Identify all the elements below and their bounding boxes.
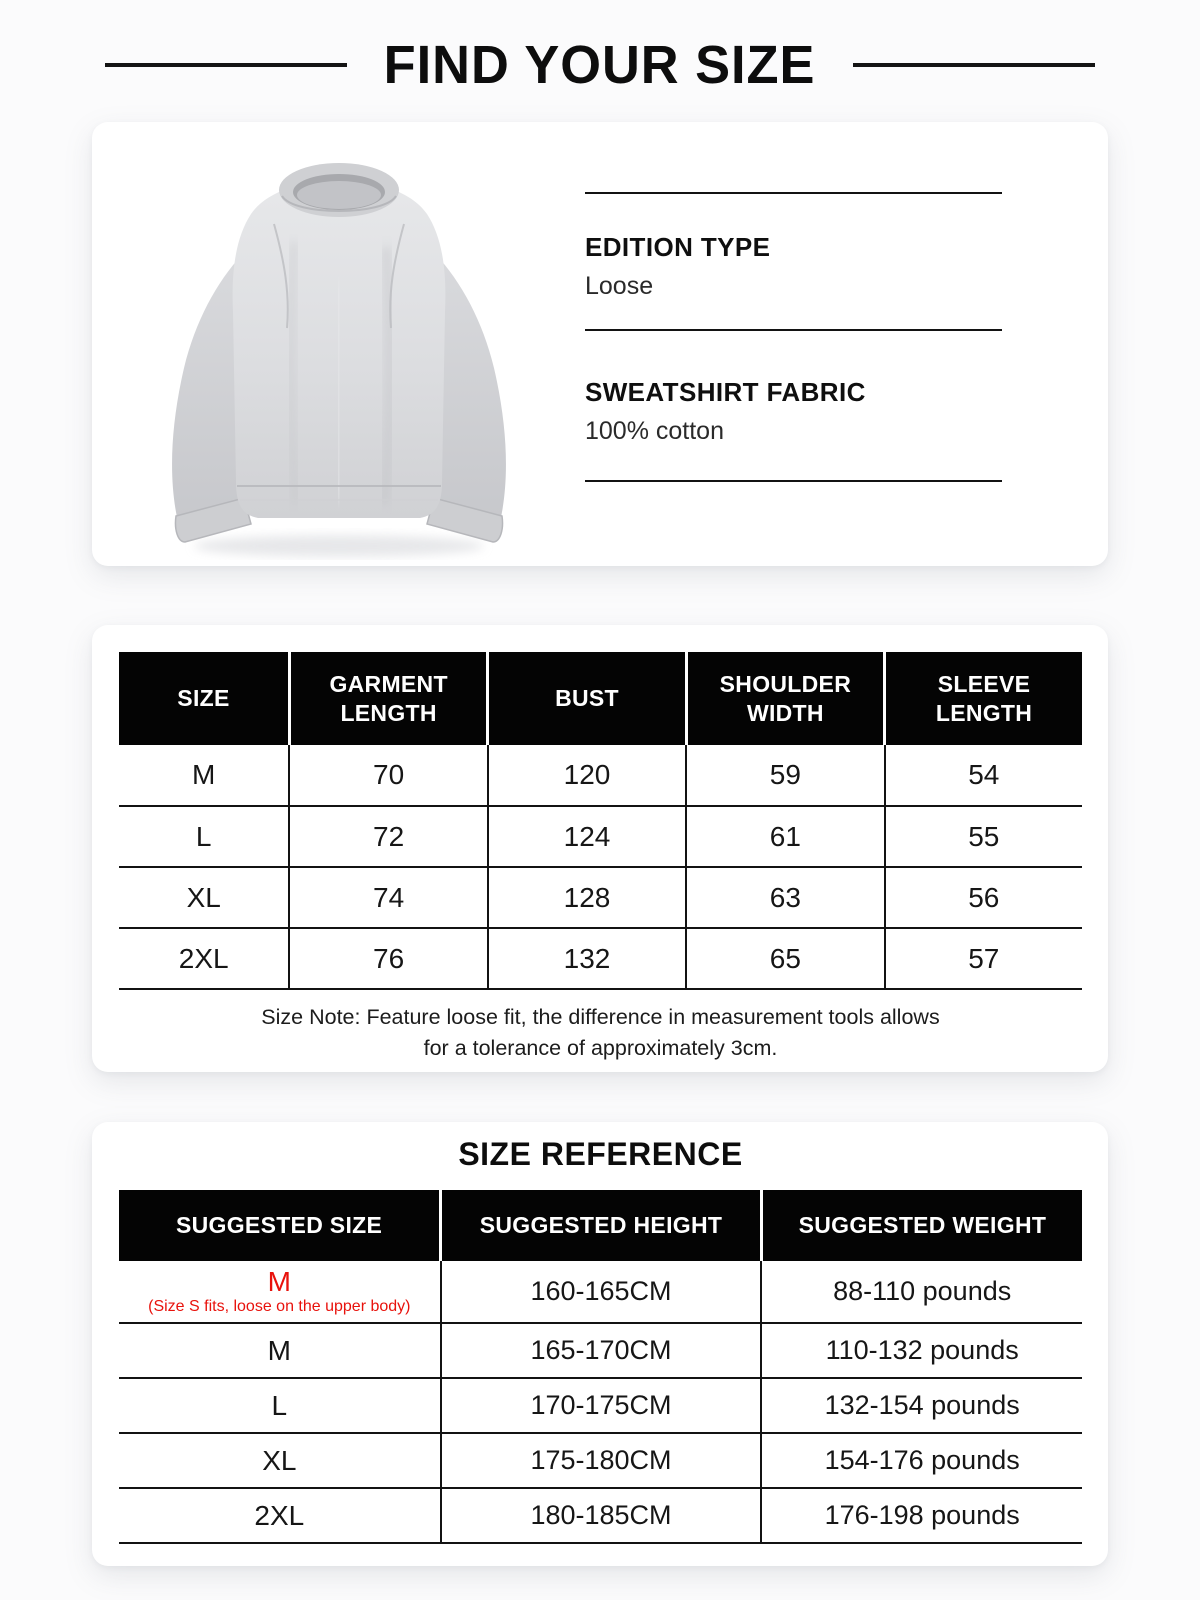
size-table-cell: 61: [686, 806, 884, 867]
suggested-size: 2XL: [254, 1499, 305, 1531]
spec-label: SWEATSHIRT FABRIC: [585, 377, 866, 407]
reference-table-cell: 165-170CM: [441, 1323, 762, 1378]
spec-value: Loose: [585, 272, 654, 300]
header-row: [119, 652, 1082, 745]
reference-table-row: [119, 1433, 1082, 1488]
size-table-cell: 120: [488, 745, 686, 806]
size-table: [119, 652, 1082, 990]
size-table-cell: M: [119, 745, 289, 806]
reference-table-cell: 180-185CM: [441, 1488, 762, 1543]
suggested-size-cell: [119, 1488, 441, 1543]
reference-table-cell: 170-175CM: [441, 1378, 762, 1433]
size-table-row: [119, 867, 1082, 928]
suggested-size: M: [267, 1334, 291, 1366]
suggested-size: XL: [262, 1444, 297, 1476]
product-specs: [585, 122, 1002, 566]
size-table-cell: 54: [885, 745, 1082, 806]
reference-table-header: [119, 1190, 1082, 1261]
size-table-cell: XL: [119, 867, 289, 928]
reference-table-cell: 88-110 pounds: [761, 1261, 1082, 1323]
col-header-suggested-weight: SUGGESTED WEIGHT: [761, 1190, 1082, 1261]
suggested-size: M: [267, 1266, 291, 1298]
size-note: [119, 1002, 1082, 1064]
size-table-cell: 76: [289, 928, 487, 989]
reference-table-row: [119, 1488, 1082, 1543]
size-note-line2: for a tolerance of approximately 3cm.: [423, 1036, 778, 1061]
col-header-garment-length: GARMENT LENGTH: [289, 652, 487, 745]
spec-group-edition-type: [585, 232, 1002, 301]
divider: [585, 480, 1002, 482]
reference-table-cell: 110-132 pounds: [761, 1323, 1082, 1378]
suggested-size-cell: [119, 1261, 441, 1323]
page-title: FIND YOUR SIZE: [384, 35, 816, 95]
size-table-cell: 74: [289, 867, 487, 928]
suggested-size-cell: [119, 1323, 441, 1378]
col-header-shoulder-width: SHOULDER WIDTH: [686, 652, 884, 745]
size-table-row: [119, 745, 1082, 806]
size-fit-note: (Size S fits, loose on the upper body): [148, 1297, 411, 1315]
size-table-cell: L: [119, 806, 289, 867]
col-header-bust: BUST: [488, 652, 686, 745]
size-table-card: [92, 625, 1108, 1072]
reference-table-row: [119, 1323, 1082, 1378]
reference-table-cell: 160-165CM: [441, 1261, 762, 1323]
size-table-cell: 72: [289, 806, 487, 867]
sweatshirt-image: [124, 132, 554, 560]
size-table-cell: 59: [686, 745, 884, 806]
size-table-cell: 65: [686, 928, 884, 989]
spec-label: EDITION TYPE: [585, 232, 771, 262]
size-table-cell: 56: [885, 867, 1082, 928]
size-table-body: [119, 745, 1082, 989]
spec-value: 100% cotton: [585, 417, 724, 445]
size-table-header: [119, 652, 1082, 745]
title-line-right: [853, 63, 1095, 67]
reference-table-cell: 132-154 pounds: [761, 1378, 1082, 1433]
size-reference-table: [119, 1190, 1082, 1544]
size-table-row: [119, 806, 1082, 867]
suggested-size-cell: [119, 1433, 441, 1488]
suggested-size-cell: [119, 1378, 441, 1433]
size-table-row: [119, 928, 1082, 989]
size-reference-title: SIZE REFERENCE: [458, 1136, 743, 1172]
size-table-cell: 132: [488, 928, 686, 989]
title-line-left: [105, 63, 347, 67]
col-header-suggested-height: SUGGESTED HEIGHT: [441, 1190, 762, 1261]
size-table-cell: 2XL: [119, 928, 289, 989]
size-table-cell: 70: [289, 745, 487, 806]
size-table-cell: 128: [488, 867, 686, 928]
size-table-cell: 124: [488, 806, 686, 867]
reference-table-cell: 176-198 pounds: [761, 1488, 1082, 1543]
page-header: [0, 0, 1200, 122]
spec-group-fabric: [585, 377, 1002, 446]
suggested-size: L: [271, 1389, 288, 1421]
col-header-sleeve-length: SLEEVE LENGTH: [885, 652, 1082, 745]
col-header-suggested-size: SUGGESTED SIZE: [119, 1190, 441, 1261]
divider: [585, 329, 1002, 331]
reference-table-row: [119, 1378, 1082, 1433]
product-card: [92, 122, 1108, 566]
size-table-cell: 57: [885, 928, 1082, 989]
size-table-cell: 55: [885, 806, 1082, 867]
divider: [585, 192, 1002, 194]
size-note-line1: Size Note: Feature loose fit, the difference in measurement tools allows: [261, 1005, 940, 1029]
product-image-wrap: [92, 122, 585, 566]
size-reference-card: [92, 1122, 1108, 1566]
reference-table-cell: 175-180CM: [441, 1433, 762, 1488]
reference-table-body: [119, 1261, 1082, 1543]
col-header-size: SIZE: [119, 652, 289, 745]
header-row: [119, 1190, 1082, 1261]
reference-table-cell: 154-176 pounds: [761, 1433, 1082, 1488]
size-table-cell: 63: [686, 867, 884, 928]
reference-table-row: [119, 1261, 1082, 1323]
